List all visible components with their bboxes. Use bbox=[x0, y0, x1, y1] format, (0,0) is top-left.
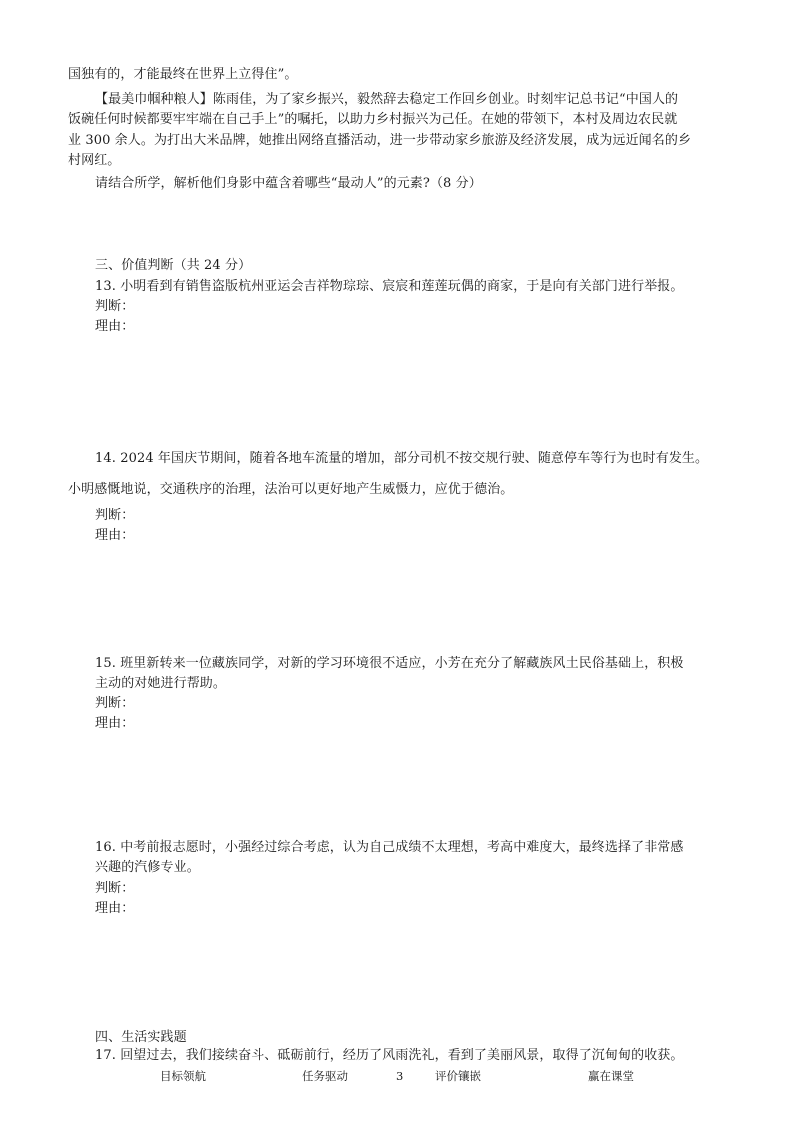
q15-reason-label: 理由： bbox=[95, 716, 135, 731]
q14-reason-label: 理由： bbox=[95, 528, 135, 543]
footer-item-classroom: 赢在课堂 bbox=[588, 1069, 634, 1083]
question-14-line-1: 14. 2024 年国庆节期间，随着各地车流量的增加，部分司机不按交规行驶、随意停车等行为也时有发生。 bbox=[95, 451, 709, 466]
q13-reason-label: 理由： bbox=[95, 319, 135, 334]
question-17: 17. 回望过去，我们接续奋斗、砥砺前行，经历了风雨洗礼，看到了美丽风景，取得了沉甸甸的收获。 bbox=[95, 1048, 684, 1063]
intro-line-4: 业 300 余人。为打出大米品牌，她推出网络直播活动，进一步带动家乡旅游及经济发展，成为远近闻名的乡 bbox=[68, 133, 692, 148]
intro-line-2: 【最美巾帼种粮人】陈雨佳，为了家乡振兴，毅然辞去稳定工作回乡创业。时刻牢记总书记“中国人的 bbox=[95, 92, 679, 107]
footer-item-task: 任务驱动 bbox=[302, 1069, 348, 1083]
intro-line-5: 村网红。 bbox=[68, 153, 121, 168]
question-14-line-2: 小明感慨地说，交通秩序的治理，法治可以更好地产生威慑力，应优于德治。 bbox=[68, 482, 514, 497]
question-15-line-2: 主动的对她进行帮助。 bbox=[95, 676, 227, 691]
intro-question: 请结合所学，解析他们身影中蕴含着哪些“最动人”的元素?（8 分） bbox=[95, 176, 482, 191]
footer-item-evaluation: 评价镶嵌 bbox=[435, 1069, 481, 1083]
q13-judge-label: 判断： bbox=[95, 299, 135, 314]
q15-judge-label: 判断： bbox=[95, 696, 135, 711]
q16-reason-label: 理由： bbox=[95, 901, 135, 916]
question-16-line-2: 兴趣的汽修专业。 bbox=[95, 860, 200, 875]
section-3-heading: 三、价值判断（共 24 分） bbox=[95, 258, 252, 273]
q14-judge-label: 判断： bbox=[95, 508, 135, 523]
question-13: 13. 小明看到有销售盗版杭州亚运会吉祥物琮琮、宸宸和莲莲玩偶的商家，于是向有关部门进行举报。 bbox=[95, 279, 684, 294]
question-15-line-1: 15. 班里新转来一位藏族同学，对新的学习环境很不适应，小芳在充分了解藏族风土民俗基础上，积极 bbox=[95, 656, 684, 671]
intro-line-1: 国独有的，才能最终在世界上立得住”。 bbox=[68, 67, 298, 82]
intro-line-3: 饭碗任何时候都要牢牢端在自己手上”的嘱托，以助力乡村振兴为己任。在她的带领下，本村及周边农民就 bbox=[68, 112, 678, 127]
q16-judge-label: 判断： bbox=[95, 881, 135, 896]
question-16-line-1: 16. 中考前报志愿时，小强经过综合考虑，认为自己成绩不太理想，考高中难度大，最终选择了非常感 bbox=[95, 840, 684, 855]
footer-page-number: 3 bbox=[396, 1069, 404, 1083]
footer-item-target: 目标领航 bbox=[160, 1069, 206, 1083]
section-4-heading: 四、生活实践题 bbox=[95, 1030, 187, 1045]
